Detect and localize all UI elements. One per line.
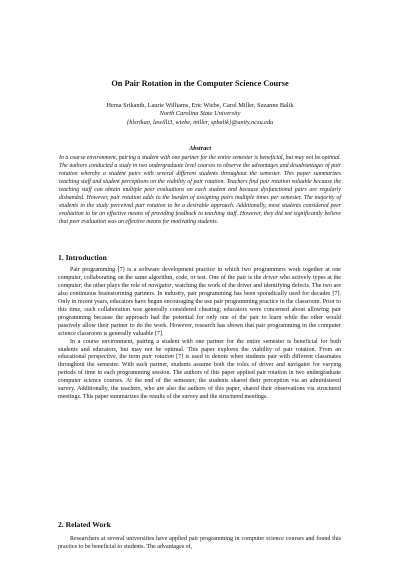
paragraph: Pair programming [7] is a software development practice in which two programmers work together at one computer, collaborating on the same algorithm, code, or test. One of the pair is the driver who actively types at the computer; the other plays the role of navigator, watching the work of the driver and identifying defects. The two are also continuous brainstorming partners. In industry, pair programming has been sporadically used for decades [7]. Only in recent years, educators have begun encouraging the use pair programming practice in the classroom. Prior to this time, such collaboration was generally considered cheating; educators were concerned about allowing pair programming because the approach had the potential for only one of the pair to learn while the other would passively allow their partner to do the work. However, research has shown that pair programming in the computer science classroom is generally valuable [7]. <box>58 267 342 337</box>
paragraph: Researchers at several universities have applied pair programming in computer science courses and found this practice to be beneficial to students. The advantages of, <box>58 536 341 550</box>
author-affiliation: North Carolina State University <box>159 110 241 118</box>
introduction-body <box>58 267 341 402</box>
paragraph: In a course environment, pairing a student with one partner for the entire semester is beneficial for both students and educators, but may not be optimal. This paper explores the viability of pair rotation. From an educational perspective, the term pair rotation [7] is used to denote when students pair with different classmates throughout the semester. With each partner, students assume both the roles of driver and navigator for varying periods of time in each programming session. The authors of this paper applied pair rotation in two undergraduate computer science courses. At the end of the semester, the students shared their perception via an administered survey. Additionally, the teachers, who are also the authors of this paper, shared their observations via structured meetings. This paper summarizes the results of the survey and the structured meetings. <box>58 338 341 401</box>
related-work-body <box>58 536 341 552</box>
abstract-heading: Abstract <box>188 145 211 152</box>
paper-title: On Pair Rotation in the Computer Science Course <box>111 79 289 88</box>
section-heading-introduction: 1. Introduction <box>58 253 107 262</box>
author-block <box>0 102 400 127</box>
abstract-text: In a course environment, pairing a student with one partner for the entire semester is beneficial, but may not be optimal. The authors conducted a study in two undergraduate level courses to observe the advantages and disadvantages of pair rotation whereby a student pairs with several different students throughout the semester. This paper summarizes teaching staff and student perceptions on the viability of pair rotation. Teachers find pair rotation valuable because the teaching staff can obtain multiple peer evaluations on each student and because dysfunctional pairs are regularly disbanded. However, pair rotation adds to the burden of assigning pairs multiple times per semester. The majority of students in the study perceived pair rotation to be a desirable approach. Additionally, most students considered peer evaluation to be an effective means of providing feedback to teaching staff. However, they did not significantly believe that peer evaluation was an effective means for motivating students. <box>59 155 341 225</box>
section-heading-related-work: 2. Related Work <box>58 520 111 529</box>
author-names: Hema Srikanth, Laurie Williams, Eric Wiebe, Carol Miller, Suzanne Balik <box>106 102 294 109</box>
author-emails: {hlsrikan, lawilli3, wiebe, miller, spbalik}@unity.ncsu.edu <box>126 118 274 126</box>
